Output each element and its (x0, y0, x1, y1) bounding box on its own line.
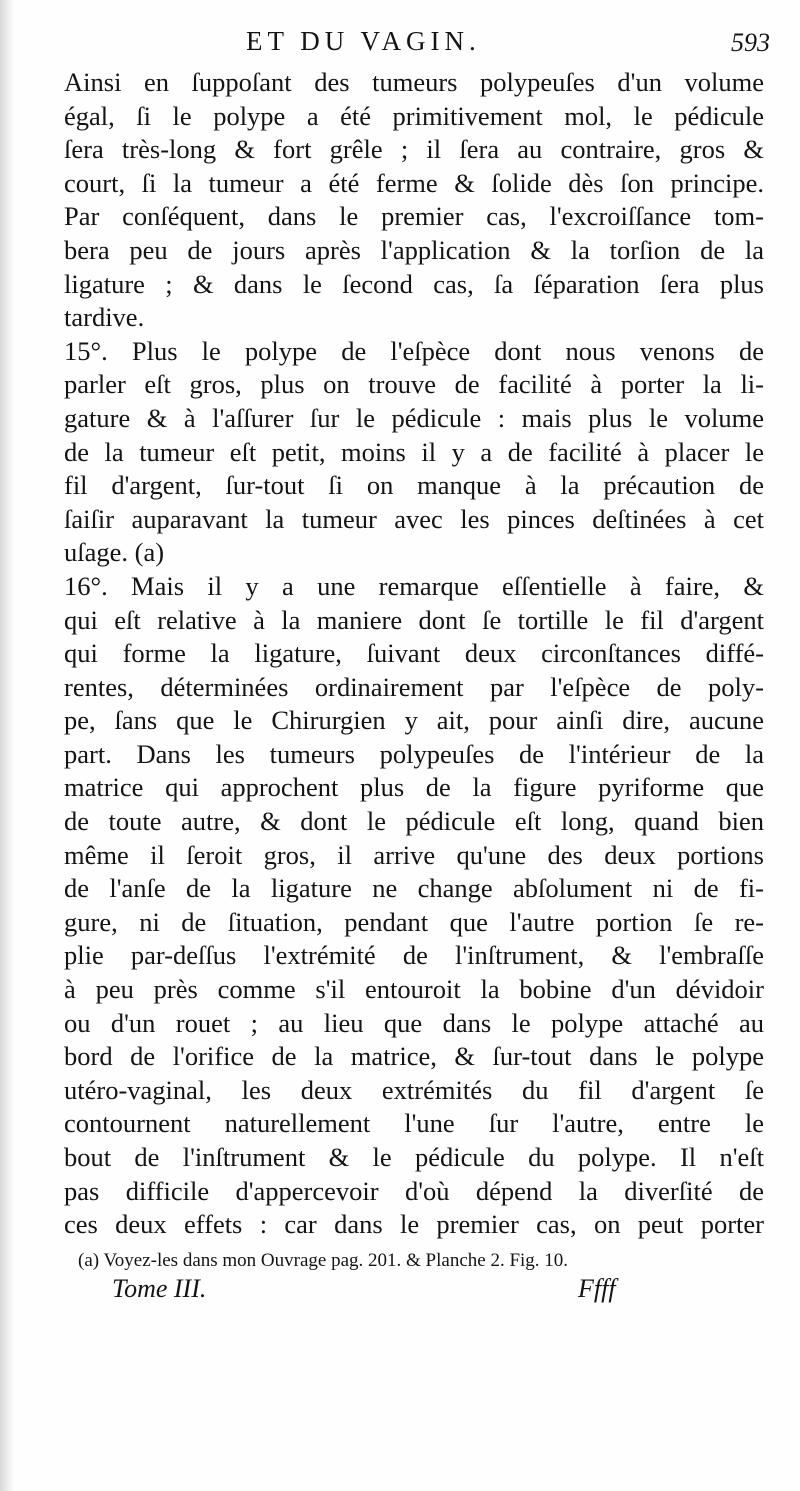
text-line: Par conſéquent, dans le premier cas, l'excroiſſance tom- (64, 201, 764, 232)
text-line: contournent naturellement l'une ſur l'autre, entre le (64, 1108, 764, 1139)
text-line: rentes, déterminées ordinairement par l'eſpèce de poly- (64, 671, 764, 702)
text-line: ſera très-long & fort grêle ; il ſera au contraire, gros & (64, 134, 764, 165)
text-line: 15°. Plus le polype de l'eſpèce dont nous venons de (64, 335, 764, 366)
text-line: matrice qui approchent plus de la figure pyriforme que (64, 772, 764, 803)
text-line: Ainsi en ſuppoſant des tumeurs polypeuſes d'un volume (64, 67, 764, 97)
text-line: même il ſeroit gros, il arrive qu'une des deux portions (64, 839, 764, 870)
text-line: bord de l'orifice de la matrice, & ſur-tout dans le polype (64, 1041, 764, 1072)
text-line: de toute autre, & dont le pédicule eſt long, quand bien (64, 806, 764, 837)
text-line: pas difficile d'appercevoir d'où dépend la diverſité de (64, 1175, 764, 1206)
text-line: bout de l'inſtrument & le pédicule du polype. Il n'eſt (64, 1142, 764, 1172)
page-number: 593 (731, 28, 770, 57)
signature-mark: Ffff (578, 1274, 616, 1303)
text-line: plie par-deſſus l'extrémité de l'inſtrument, & l'embraſſe (64, 940, 764, 971)
tome-label: Tome III. (112, 1274, 207, 1303)
page-footer (78, 1274, 678, 1310)
running-title: ET DU VAGIN. (246, 26, 481, 56)
text-line: fil d'argent, ſur-tout ſi on manque à la précaution de (64, 470, 764, 501)
text-line: ou d'un rouet ; au lieu que dans le polype attaché au (64, 1007, 764, 1038)
text-line: qui eſt relative à la maniere dont ſe tortille le fil d'argent (64, 604, 764, 635)
text-line: à peu près comme s'il entouroit la bobine d'un dévidoir (64, 974, 764, 1005)
footnote: (a) Voyez-les dans mon Ouvrage pag. 201. & Planche 2. Fig. 10. (78, 1250, 569, 1271)
text-line: ces deux effets : car dans le premier cas, on peut porter (64, 1209, 764, 1240)
text-line: parler eſt gros, plus on trouve de facilité à porter la li- (64, 369, 764, 400)
text-line: ligature ; & dans le ſecond cas, ſa ſéparation ſera plus (64, 268, 764, 299)
text-line: de la tumeur eſt petit, moins il y a de facilité à placer le (64, 436, 764, 467)
text-line: pe, ſans que le Chirurgien y ait, pour ainſi dire, aucune (64, 705, 764, 736)
text-line: uſage. (a) (64, 537, 165, 568)
text-line: de l'anſe de la ligature ne change abſolument ni de fi- (64, 873, 764, 904)
text-line: court, ſi la tumeur a été ferme & ſolide dès ſon principe. (64, 167, 764, 198)
body-text (64, 66, 764, 1242)
text-line: utéro-vaginal, les deux extrémités du fil d'argent ſe (64, 1074, 764, 1105)
text-line: qui forme la ligature, ſuivant deux circonſtances diffé- (64, 638, 764, 669)
page-header (60, 26, 770, 66)
text-line: tardive. (64, 302, 145, 333)
text-line: ſaiſir auparavant la tumeur avec les pinces deſtinées à cet (64, 503, 764, 534)
text-line: égal, ſi le polype a été primitivement mol, le pédicule (64, 100, 764, 131)
page-gutter-shadow (0, 0, 14, 1491)
text-line: gure, ni de ſituation, pendant que l'autre portion ſe re- (64, 906, 764, 937)
text-line: part. Dans les tumeurs polypeuſes de l'intérieur de la (64, 738, 764, 769)
text-line: gature & à l'aſſurer ſur le pédicule : mais plus le volume (64, 402, 764, 433)
text-line: 16°. Mais il y a une remarque eſſentielle à faire, & (64, 570, 764, 601)
text-line: bera peu de jours après l'application & la torſion de la (64, 234, 764, 265)
